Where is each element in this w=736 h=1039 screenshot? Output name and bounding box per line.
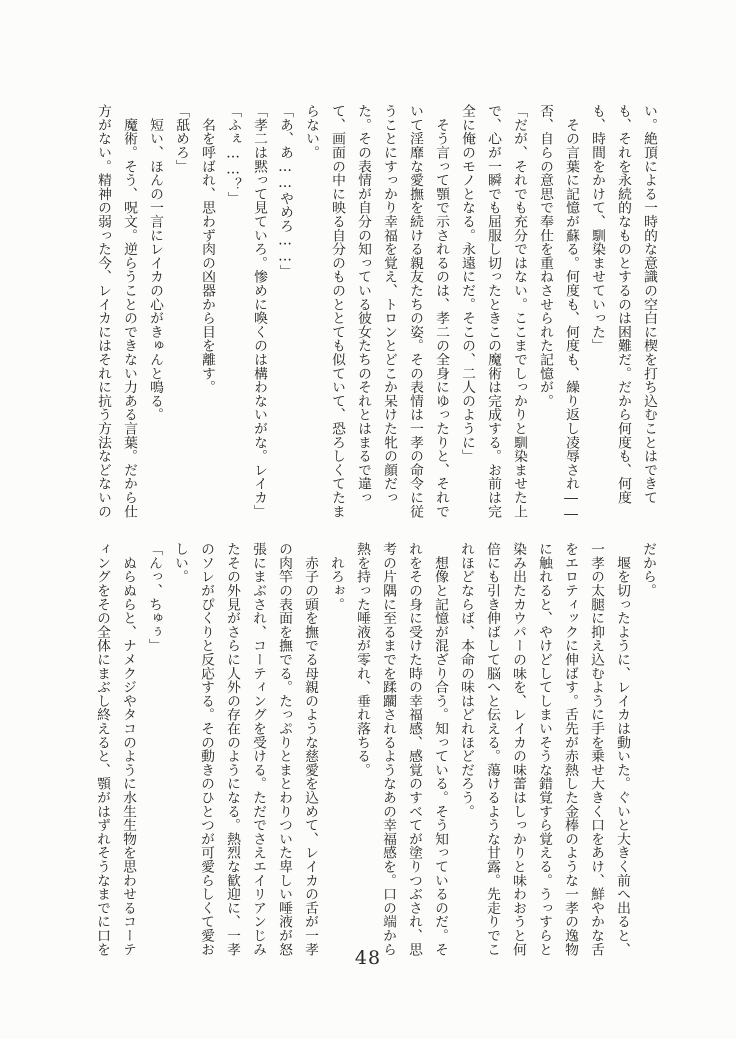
text-column: 短い、ほんの一言にレイカの心がきゅんと鳴る。 — [147, 104, 163, 422]
text-column: 全に俺のモノとなる。永遠にだ。そこの、二人のように」 — [459, 104, 475, 463]
text-column: 堰を切ったように、レイカは動いた。ぐいと大きく前へ出ると、 — [614, 542, 630, 956]
text-column: 「んっ、ちゅぅ」 — [146, 542, 162, 653]
text-column: れほどならば、本命の味はどれほどだろう。 — [458, 542, 474, 818]
page-number: 48 — [354, 947, 382, 969]
text-column: い。絶頂による一時的な意識の空白に楔を打ち込むことはできて — [641, 104, 657, 505]
text-column: いて淫靡な愛撫を続ける親友たちの姿。その表情は一孝の命令に従 — [407, 104, 423, 518]
text-column: その言葉に記憶が蘇る。何度も、何度も、繰り返し凌辱され―― — [563, 104, 579, 523]
text-column: も、それを永続的なものとするのは困難だ。だから何度も、何度 — [615, 104, 631, 505]
text-column: 「だが、それでも充分ではない。ここまでしっかりと馴染ませた上 — [511, 104, 527, 518]
text-column: ぬらぬらと、ナメクジやタコのように水生生物を思わせるコーテ — [120, 542, 136, 956]
text-column: れをその身に受けた時の幸福感、感覚のすべてが塗りつぶされ、思 — [406, 542, 422, 956]
text-column: しい。 — [172, 542, 188, 584]
text-column: 「孝二は黙って見ていろ。惨めに喚くのは構わないがな。レイカ」 — [251, 104, 267, 518]
text-column: で、心が一瞬でも屈服し切ったときこの魔術は完成する。お前は完 — [485, 104, 501, 518]
text-column: 「ふぇ……？」 — [225, 104, 241, 205]
text-column: 考の片隅に至るまでを蹂躙されるようなあの幸福感を。口の端から — [380, 542, 396, 956]
text-column: たその外見がさらに人外の存在のようになる。熱烈な歓迎に、一孝 — [224, 542, 240, 956]
text-column: 倍にも引き伸ばして脳へと伝える。蕩けるような甘露。先走りでこ — [484, 542, 500, 956]
text-column: 名を呼ばれ、思わず肉の凶器から目を離す。 — [199, 104, 215, 394]
text-column: て、画面の中に映る自分のものととても似ていて、恐ろしくてたま — [329, 104, 345, 518]
text-column: 魔術。そう、呪文。逆らうことのできない力ある言葉。だから仕 — [121, 104, 137, 518]
text-column: 想像と記憶が混ざり合う。知っている。そう知っているのだ。そ — [432, 542, 448, 956]
text-column: れろぉ。 — [328, 542, 344, 611]
text-column: らない。 — [303, 104, 319, 160]
text-column: 否、自らの意思で奉仕を重ねさせられた記憶が。 — [537, 104, 553, 408]
text-column: 赤子の頭を撫でる母親のような慈愛を込めて、レイカの舌が一孝 — [302, 542, 318, 956]
text-block-bottom — [89, 542, 661, 960]
text-column: も、時間をかけて、馴染ませていった」 — [589, 104, 605, 353]
text-column: 染み出たカウパーの味を、レイカの味蕾はしっかりと味わおうと何 — [510, 542, 526, 956]
text-column: をエロティックに伸ばす。舌先が赤熱した金棒のような一孝の逸物 — [562, 542, 578, 956]
text-column: 「あ、あ……やめろ……」 — [277, 104, 293, 279]
text-column: 一孝の太腿に抑え込むように手を乗せ大きく口をあけ、鮮やかな舌 — [588, 542, 604, 956]
text-column: うことにすっかり幸福を覚え、トロンとどこか呆けた牝の顔だっ — [381, 104, 397, 505]
text-column: 方がない。精神の弱った今、レイカにはそれに抗う方法などないの — [95, 104, 111, 518]
text-column: のソレがぴくりと反応する。その動きのひとつが可愛らしくて愛お — [198, 542, 214, 956]
text-column: の肉竿の表面を撫でる。たっぷりとまとわりついた卑しい唾液が怒 — [276, 542, 292, 956]
text-column: 張にまぶされ、コーティングを受ける。ただでさえエイリアンじみ — [250, 542, 266, 956]
text-column: そう言って顎で示されるのは、孝二の全身にゆったりと、それで — [433, 104, 449, 518]
text-column: 「舐めろ」 — [173, 104, 189, 173]
text-column: た。その表情が自分の知っている彼女たちのそれとはまるで違っ — [355, 104, 371, 505]
text-column: ィングをその全体にまぶし終えると、顎がはずれそうなまでに口を — [94, 542, 110, 956]
text-column: 熱を持った唾液が零れ、垂れ落ちる。 — [354, 542, 370, 777]
text-column: に触れると、やけどしてしまいそうな錯覚すら覚える。うっすらと — [536, 542, 552, 956]
text-column: だから。 — [640, 542, 656, 598]
text-block-top — [90, 104, 662, 522]
